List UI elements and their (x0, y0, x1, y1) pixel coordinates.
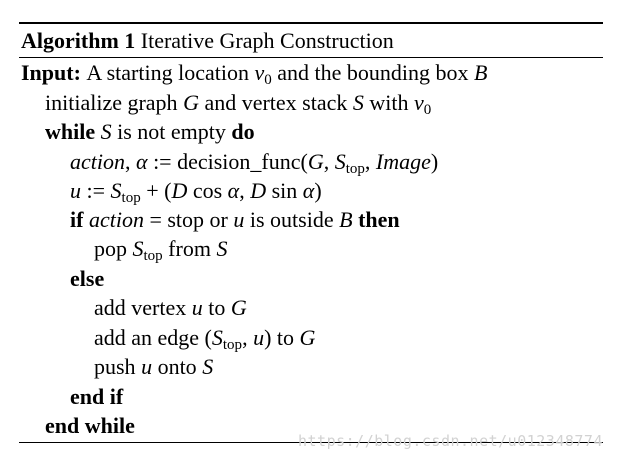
text: and vertex stack (198, 90, 353, 115)
input-keyword: Input: (21, 60, 81, 85)
var-g: G (183, 90, 199, 115)
algorithm-caption (21, 28, 394, 54)
caption-rule (19, 57, 603, 58)
var-u: u (191, 295, 203, 320)
text: , (323, 149, 335, 174)
sub-top: top (121, 190, 141, 206)
var-g: G (307, 149, 324, 174)
keyword-else: else (70, 266, 105, 291)
var-s: S (202, 354, 214, 379)
top-rule (19, 22, 603, 24)
var-s: S (216, 236, 228, 261)
text: to (202, 295, 231, 320)
algo-line-5 (70, 207, 400, 233)
var-u: u (233, 207, 245, 232)
text: , (364, 149, 376, 174)
algorithm-label: Algorithm 1 (21, 28, 136, 53)
var-u: u (70, 178, 81, 203)
input-text-b: and the bounding box (271, 60, 474, 85)
text: + ( (140, 178, 172, 203)
text: ) (430, 149, 439, 174)
text: sin (266, 178, 303, 203)
var-alpha: α (136, 149, 148, 174)
var-s: S (132, 236, 144, 261)
var-action: action (70, 149, 125, 174)
var-action: action (88, 207, 144, 232)
algo-line-7 (70, 266, 104, 292)
keyword-end-while: end while (45, 413, 135, 438)
text: onto (152, 354, 203, 379)
var-s: S (334, 149, 346, 174)
text: with (363, 90, 415, 115)
algo-line-1 (45, 90, 431, 116)
text: := decision_func( (147, 149, 308, 174)
var-alpha: α (302, 178, 315, 203)
text: from (162, 236, 217, 261)
var-s: S (352, 90, 364, 115)
sub-top: top (222, 337, 243, 353)
input-line (21, 60, 487, 86)
text: , (239, 178, 251, 203)
text: = stop or (143, 207, 234, 232)
text: cos (187, 178, 228, 203)
sub-top: top (143, 248, 163, 264)
sub-0: 0 (264, 72, 272, 88)
keyword-do: do (231, 119, 255, 144)
text: is outside (244, 207, 340, 232)
algo-line-4 (70, 178, 322, 204)
var-s: S (100, 119, 112, 144)
sub-top: top (345, 161, 365, 177)
var-b: B (339, 207, 353, 232)
sub-0: 0 (423, 102, 432, 118)
keyword-if: if (70, 207, 84, 232)
var-image: Image (375, 149, 431, 174)
algo-line-2 (45, 119, 255, 145)
text: ) (314, 178, 322, 203)
var-g: G (299, 325, 316, 350)
text: pop (94, 236, 133, 261)
algo-line-8 (94, 295, 247, 321)
text: , (125, 149, 136, 174)
input-text-a: A starting location (86, 60, 255, 85)
var-v0: v (254, 60, 265, 85)
text: , (242, 325, 254, 350)
algorithm-title: Iterative Graph Construction (140, 28, 394, 53)
text: is not empty (111, 119, 232, 144)
text: add vertex (94, 295, 192, 320)
algo-line-12 (45, 413, 135, 439)
text: ) to (264, 325, 300, 350)
text: initialize graph (45, 90, 184, 115)
text: := (81, 178, 111, 203)
var-b: B (473, 60, 488, 85)
algo-line-6 (94, 236, 227, 262)
keyword-while: while (45, 119, 96, 144)
algo-line-3 (70, 149, 438, 175)
text: push (94, 354, 142, 379)
watermark: https://blog.csdn.net/u012348774 (298, 432, 603, 450)
var-s: S (211, 325, 223, 350)
var-d: D (250, 178, 267, 203)
var-u: u (253, 325, 265, 350)
var-v0: v (414, 90, 424, 115)
var-g: G (230, 295, 247, 320)
algo-line-9 (94, 325, 315, 351)
text: add an edge ( (94, 325, 212, 350)
var-alpha: α (227, 178, 240, 203)
keyword-then: then (358, 207, 400, 232)
var-s: S (110, 178, 122, 203)
keyword-end-if: end if (70, 384, 124, 409)
var-d: D (171, 178, 188, 203)
var-u: u (141, 354, 153, 379)
algo-line-10 (94, 354, 213, 380)
algo-line-11 (70, 384, 123, 410)
